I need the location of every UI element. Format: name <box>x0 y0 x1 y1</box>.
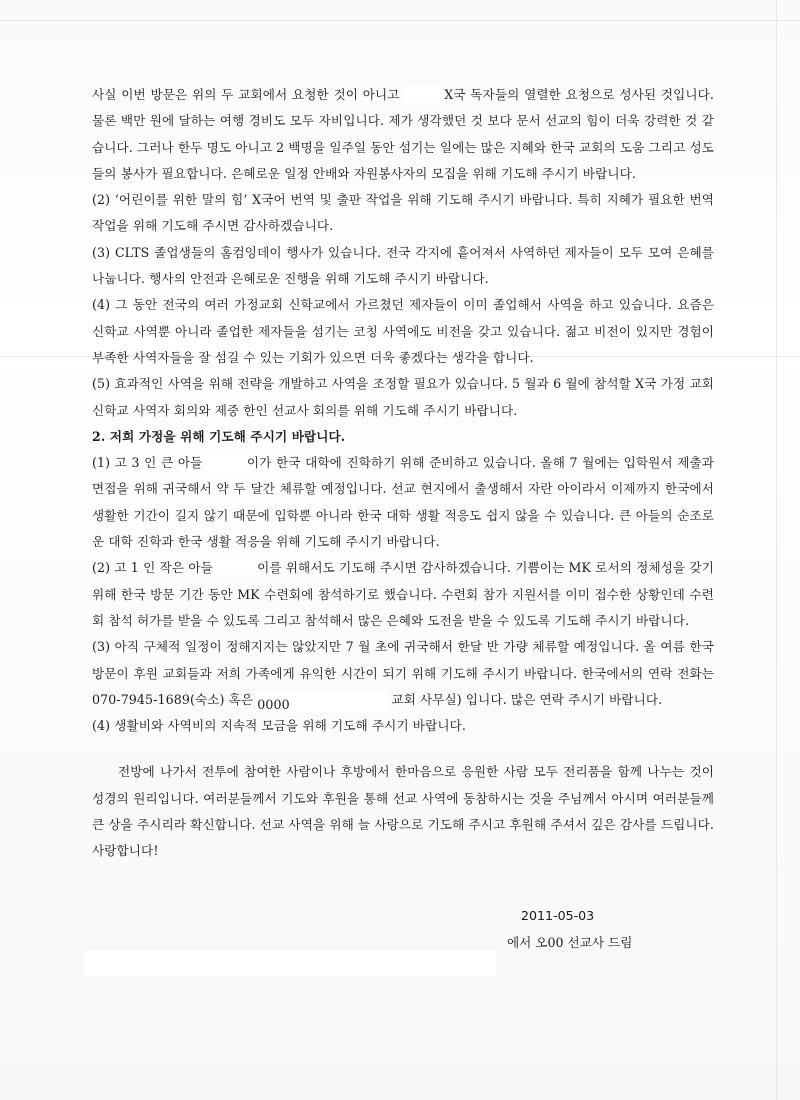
intro-paragraph <box>92 82 714 187</box>
redaction-box <box>404 87 444 101</box>
family-item-1 <box>92 450 714 555</box>
prayer-item-4: (4) 그 동안 전국의 여러 가정교회 신학교에서 가르쳤던 제자들이 이미 졸업해서 사역을 하고 있습니다. 요즘은 신학교 사역뿐 아니라 졸업한 제자들을 섬기는 코칭 사역에도 비전을 갖고 있습니다. 젊고 비전이 있지만 경험이 부족한 사역자들을 잘 섬길 수 있는 기회가 있으면 더욱 좋겠다는 생각을 합니다. <box>92 297 714 365</box>
fam3-text-a: (3) 아직 구체적 일정이 정해지지는 않았지만 7 월 초에 귀국해서 한달 반 가량 체류할 예정입니다. 올 여름 한국 방문이 후원 교회들과 저희 가족에게 유익한 시간이 되기 위해 기도해 주시기 바랍니다. 한국에서의 연락 전화는 070-7945-1689(숙소) 혹은 <box>92 639 714 707</box>
paper-fold-top <box>0 20 800 21</box>
fam1-text-b: 이가 한국 대학에 진학하기 위해 준비하고 있습니다. 올해 7 월에는 입학원서 제출과 면접을 위해 귀국해서 약 두 달간 체류할 예정입니다. 선교 현지에서 출생해서 자란 아이라서 이제까지 한국에서 생활한 기간이 길지 않기 때문에 입학뿐 아니라 한국 대학 생활 적응도 쉽지 않을 수 있습니다. 큰 아들의 순조로운 대학 진학과 한국 생활 적응을 위해 기도해 주시기 바랍니다. <box>92 455 714 550</box>
redaction-box <box>217 560 257 574</box>
fam3-text-b: 교회 사무실) 입니다. 많은 연락 주시기 바랍니다. <box>391 691 663 707</box>
family-item-3 <box>92 634 714 713</box>
item2-text-a: (2) ‘어린이를 위한 말의 힘’ <box>92 192 248 208</box>
prayer-item-2 <box>92 187 714 240</box>
redaction-box <box>207 455 247 469</box>
item5-text-a: (5) 효과적인 사역을 위해 전략을 개발하고 사역을 조정할 필요가 있습니다. 5 월과 6 월에 참석할 <box>92 376 631 392</box>
country-label: X국 <box>444 87 466 102</box>
item5-text-b: 가정 교회 신학교 사역자 회의와 제중 한인 선교사 회의를 위해 기도해 주시기 바랍니다. <box>92 376 715 418</box>
signer-name: 00 <box>547 935 564 950</box>
prayer-item-5 <box>92 371 714 424</box>
country-label: X국 <box>252 192 274 208</box>
fam2-text-a: (2) 고 1 인 작은 아들 <box>92 560 213 576</box>
section-2-title: 2. 저희 가정을 위해 기도해 주시기 바랍니다. <box>92 428 346 444</box>
phone-redaction <box>257 692 387 712</box>
country-label: X국 <box>635 376 657 392</box>
item2-text-b: 어 번역 및 출판 작업을 위해 기도해 주시기 바랍니다. 특히 지혜가 필요한 번역 작업을 위해 기도해 주시면 감사하겠습니다. <box>92 192 714 234</box>
letter-signature <box>507 932 632 951</box>
family-item-2 <box>92 555 714 634</box>
letter-body <box>92 82 714 865</box>
signer-text-a: 에서 오 <box>507 935 548 950</box>
letter-date: 2011-05-03 <box>521 908 595 923</box>
signer-text-b: 선교사 드림 <box>567 935 633 950</box>
prayer-item-3: (3) CLTS 졸업생들의 홈컴잉데이 행사가 있습니다. 전국 각지에 흩어져서 사역하던 제자들이 모두 모여 은혜를 나눕니다. 행사의 안전과 은혜로운 진행을 위해 기도해 주시기 바랍니다. <box>92 244 714 287</box>
family-item-4: (4) 생활비와 사역비의 지속적 모금을 위해 기도해 주시기 바랍니다. <box>92 718 466 734</box>
closing-paragraph: 전방에 나가서 전투에 참여한 사람이나 후방에서 한마음으로 응원한 사람 모두 전리품을 함께 나누는 것이 성경의 원리입니다. 여러분들께서 기도와 후원을 통해 선교 사역에 동참하시는 것을 주님께서 아시며 여러분들께 큰 상을 주시리라 확신합니다. 선교 사역을 위해 늘 사랑으로 기도해 주시고 후원해 주셔서 깊은 감사를 드립니다. 사랑합니다! <box>92 764 714 859</box>
intro-text-a: 사실 이번 방문은 위의 두 교회에서 요청한 것이 아니고 <box>92 87 400 102</box>
paper-fold-right <box>776 0 777 1100</box>
fam1-text-a: (1) 고 3 인 큰 아들 <box>92 455 203 471</box>
phone-code: 0000 <box>257 696 290 712</box>
address-redaction <box>84 950 496 976</box>
intro-text-b: 독자들의 열렬한 요청으로 성사된 것입니다. 물론 백만 원에 달하는 여행 경비도 모두 자비입니다. 제가 생각했던 것 보다 문서 선교의 힘이 더욱 강력한 것 같습니다. 그러나 한두 명도 아니고 2 백명을 일주일 동안 섬기는 일에는 많은 지혜와 한국 교회의 도움 그리고 성도들의 봉사가 필요합니다. 은혜로운 일정 안배와 자원봉사자의 모집을 위해 기도해 주시기 바랍니다. <box>92 87 715 181</box>
fam2-text-b: 이를 위해서도 기도해 주시면 감사하겠습니다. 기쁨이는 MK 로서의 정체성을 갖기 위해 한국 방문 기간 동안 MK 수련회에 참석하기로 했습니다. 수련회 참가 지원서를 이미 접수한 상황인데 수련회 참석 허가를 받을 수 있도록 그리고 참석해서 많은 은혜와 도전을 받을 수 있도록 기도해 주시기 바랍니다. <box>92 560 714 628</box>
